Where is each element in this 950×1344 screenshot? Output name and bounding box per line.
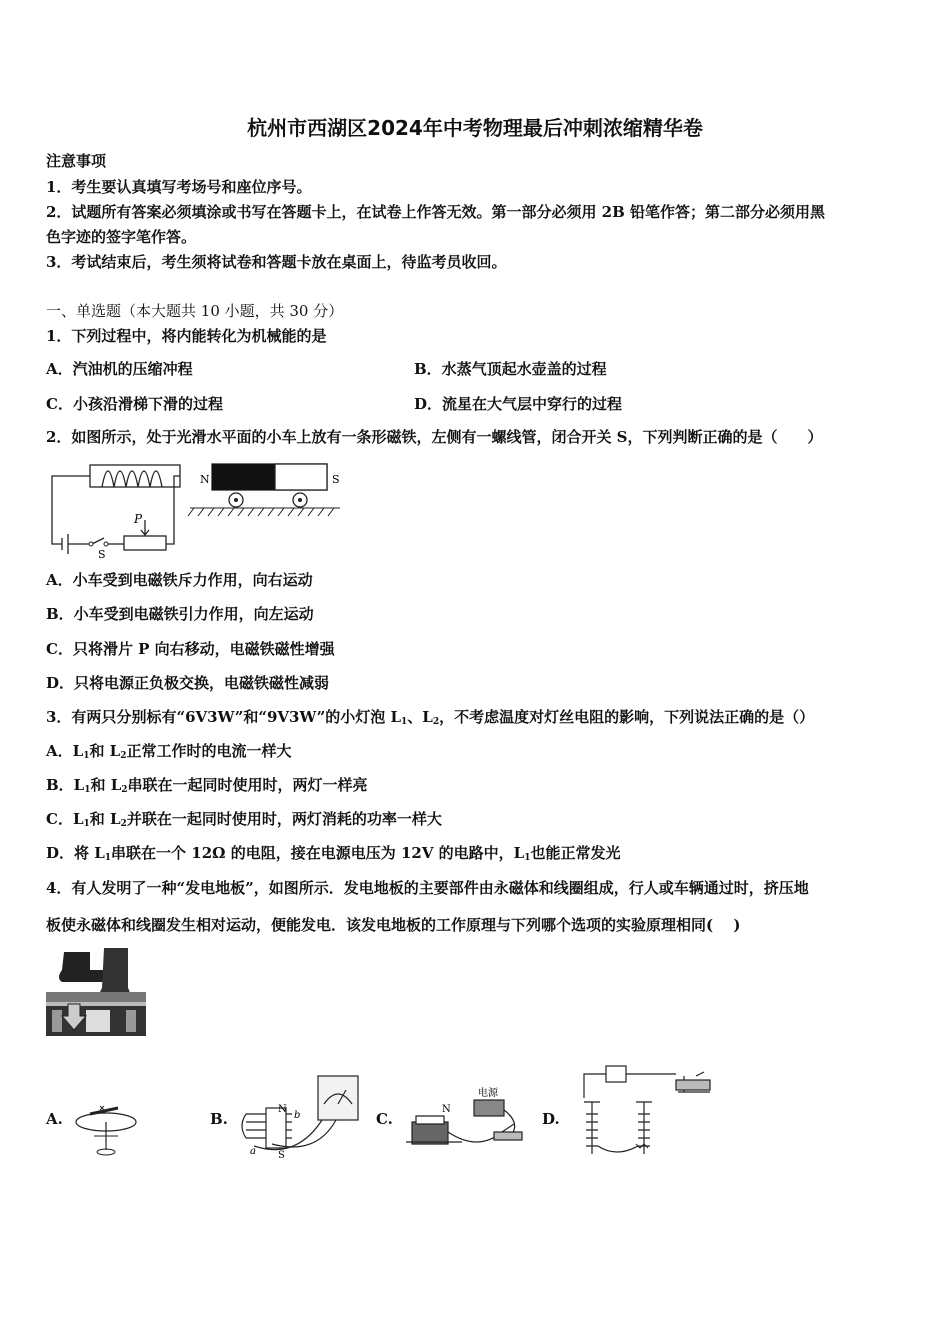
q2-option-c: C．只将滑片 P 向右移动，电磁铁磁性增强 <box>46 640 335 658</box>
switch-contact <box>104 542 108 546</box>
power-source-label: 电源 <box>478 1088 498 1099</box>
q4-option-a-label: A. <box>46 1110 63 1128</box>
magnet-n-label: N <box>200 473 210 486</box>
notice-item: 色字迹的签字笔作答。 <box>46 228 197 246</box>
q2-option-a: A．小车受到电磁铁斥力作用，向右运动 <box>46 571 313 589</box>
left-shoe <box>59 952 106 982</box>
q4-option-c-label: C. <box>376 1110 393 1128</box>
section-heading: 一、单选题（本大题共 10 小题，共 30 分） <box>46 302 344 320</box>
magnet-n-label: N <box>442 1104 451 1115</box>
floor-top <box>46 992 146 1002</box>
q4-option-b-figure <box>236 1074 360 1160</box>
bar-magnet-n-half <box>212 464 275 490</box>
q2-solenoid-cart-figure <box>44 460 354 561</box>
floor-spring <box>126 1010 136 1032</box>
q3-option-d: D．将 $L_1$串联在一个 12Ω 的电阻，接在电源电压为 12V 的电路中，$L_1$也能正常发光 <box>46 844 621 863</box>
slider-label: P <box>134 512 143 526</box>
q4-option-a-figure <box>74 1096 144 1162</box>
floor-coil <box>86 1010 110 1032</box>
q4-option-d-label: D. <box>542 1110 560 1128</box>
q4-stem-line2: 板使永磁体和线圈发生相对运动，便能发电．该发电地板的工作原理与下列哪个选项的实验原理相同( ) <box>46 916 741 934</box>
q4-option-c-figure <box>402 1082 532 1152</box>
bar-magnet-s-half <box>275 464 327 490</box>
q2-option-b: B．小车受到电磁铁引力作用，向左运动 <box>46 605 314 623</box>
q1-option-b: B．水蒸气顶起水壶盖的过程 <box>414 360 607 378</box>
q4-stem-line1: 4．有人发明了一种“发电地板”，如图所示．发电地板的主要部件由永磁体和线圈组成，行人或车辆通过时，挤压地 <box>46 879 809 897</box>
q3-option-c: C．$L_1$和 $L_2$并联在一起同时使用时，两灯消耗的功率一样大 <box>46 810 442 829</box>
magnet-s-label: S <box>332 473 340 486</box>
switch-contact <box>89 542 93 546</box>
switch-label: S <box>98 548 106 561</box>
wire-b-label: b <box>294 1110 301 1121</box>
q3-option-a: A．$L_1$和 $L_2$正常工作时的电流一样大 <box>46 742 292 761</box>
wire-a-label: a <box>250 1146 256 1157</box>
notice-item: 2．试题所有答案必须填涂或书写在答题卡上，在试卷上作答无效。第一部分必须用 2B 铅笔作答；第二部分必须用黑 <box>46 203 826 221</box>
notice-heading: 注意事项 <box>46 152 107 170</box>
q3-option-b: B．$L_1$和 $L_2$串联在一起同时使用时，两灯一样亮 <box>46 776 368 795</box>
q1-option-c: C．小孩沿滑梯下滑的过程 <box>46 395 223 413</box>
notice-item: 3．考试结束后，考生须将试卷和答题卡放在桌面上，待监考员收回。 <box>46 253 507 271</box>
notice-item: 1．考生要认真填写考场号和座位序号。 <box>46 178 312 196</box>
right-shoe <box>100 948 130 998</box>
q1-option-d: D．流星在大气层中穿行的过程 <box>414 395 623 413</box>
q2-option-d: D．只将电源正负极交换，电磁铁磁性减弱 <box>46 674 330 692</box>
ground-hatching <box>188 508 340 516</box>
q4-option-d-figure <box>576 1062 726 1162</box>
q3-stem: 3．有两只分别标有“6V3W”和“9V3W”的小灯泡 $L_1$、$L_2$，不考虑温度对灯丝电阻的影响，下列说法正确的是（） <box>46 708 815 727</box>
magnet-s-label: S <box>278 1150 285 1161</box>
q4-option-b-label: B. <box>210 1110 228 1128</box>
cart-axle <box>298 498 302 502</box>
floor-layer <box>46 1002 146 1006</box>
q1-stem: 1．下列过程中，将内能转化为机械能的是 <box>46 327 327 345</box>
q1-option-a: A．汽油机的压缩冲程 <box>46 360 193 378</box>
cart-axle <box>234 498 238 502</box>
q4-power-floor-figure <box>46 948 146 1038</box>
floor-spring <box>52 1010 62 1032</box>
q2-stem: 2．如图所示，处于光滑水平面的小车上放有一条形磁铁，左侧有一螺线管，闭合开关 S，下列判断正确的是（ ） <box>46 428 823 446</box>
iron-filings <box>636 1144 648 1148</box>
page-title: 杭州市西湖区2024年中考物理最后冲刺浓缩精华卷 <box>247 116 703 140</box>
magnet-n-label: N <box>278 1104 287 1115</box>
